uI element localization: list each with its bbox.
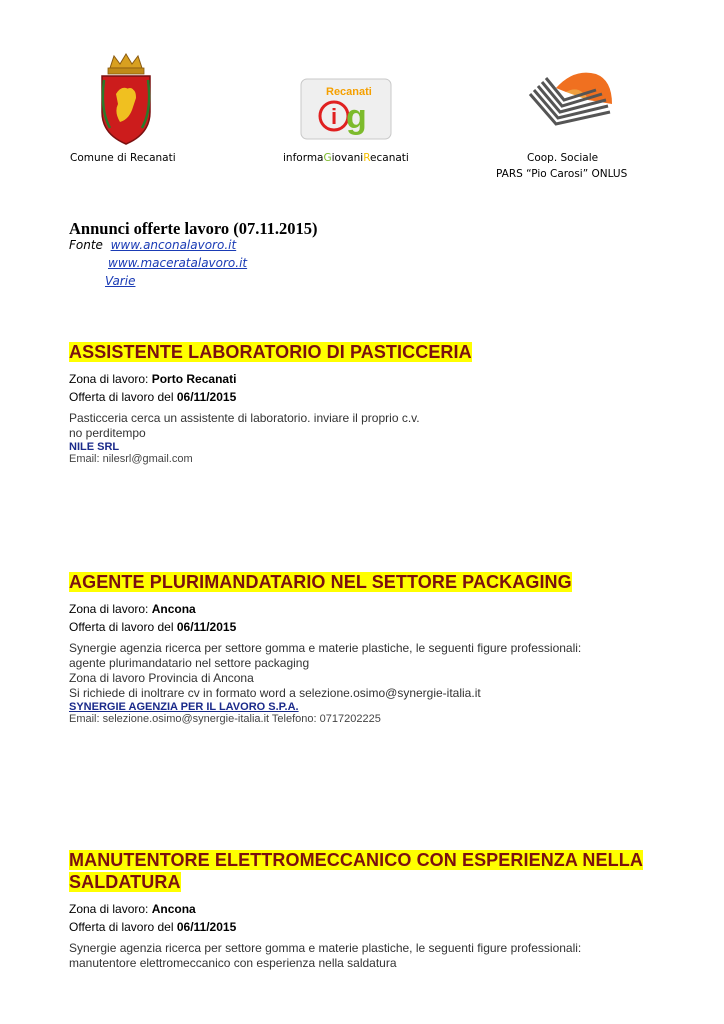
comune-caption: Comune di Recanati bbox=[70, 152, 176, 164]
job-title-text: ASSISTENTE LABORATORIO DI PASTICCERIA bbox=[69, 342, 472, 362]
job-offer-date bbox=[69, 619, 689, 635]
caption-part-g: G bbox=[323, 152, 332, 164]
offer-label: Offerta di lavoro del bbox=[69, 620, 177, 634]
description-line: no perditempo bbox=[69, 426, 146, 440]
offer-date-value: 06/11/2015 bbox=[176, 620, 237, 634]
job-description bbox=[69, 941, 669, 971]
job-description bbox=[69, 641, 689, 701]
description-line: manutentore elettromeccanico con esperienza nella saldatura bbox=[69, 956, 397, 970]
job-offer-date bbox=[69, 919, 669, 935]
source-line-1 bbox=[69, 238, 236, 252]
job-listing bbox=[69, 571, 689, 725]
pars-cooperative-logo bbox=[526, 64, 616, 140]
source-line-2 bbox=[108, 256, 247, 270]
offer-label: Offerta di lavoro del bbox=[69, 390, 177, 404]
contact-info: Email: selezione.osimo@synergie-italia.it Telefono: 0717202225 bbox=[69, 713, 381, 725]
contact-info: Email: nilesrl@gmail.com bbox=[69, 453, 193, 465]
source-link-anconalavoro[interactable]: www.anconalavoro.it bbox=[110, 238, 237, 252]
job-title-text: MANUTENTORE ELETTROMECCANICO CON ESPERIENZA NELLA bbox=[69, 850, 643, 870]
job-title bbox=[69, 341, 669, 363]
informagiovani-caption bbox=[283, 152, 409, 164]
offer-label: Offerta di lavoro del bbox=[69, 920, 177, 934]
job-offer-date bbox=[69, 389, 669, 405]
zone-label: Zona di lavoro: bbox=[69, 602, 152, 616]
job-description bbox=[69, 411, 669, 441]
zone-label: Zona di lavoro: bbox=[69, 902, 152, 916]
coop-caption-line2: PARS “Pio Carosi” ONLUS bbox=[496, 168, 628, 180]
svg-text:g: g bbox=[346, 98, 367, 136]
coop-caption-line1: Coop. Sociale bbox=[527, 152, 599, 164]
document-title: Annunci offerte lavoro (07.11.2015) bbox=[69, 219, 318, 238]
caption-part: informa bbox=[283, 152, 324, 164]
job-title bbox=[69, 571, 689, 593]
description-line: Zona di lavoro Provincia di Ancona bbox=[69, 671, 254, 685]
zone-value: Porto Recanati bbox=[151, 372, 237, 386]
job-zone bbox=[69, 601, 689, 617]
description-line: Si richiede di inoltrare cv in formato word a selezione.osimo@synergie-italia.it bbox=[69, 686, 481, 700]
job-title-text: AGENTE PLURIMANDATARIO NEL SETTORE PACKAGING bbox=[69, 572, 572, 592]
description-line: Pasticceria cerca un assistente di laboratorio. inviare il proprio c.v. bbox=[69, 411, 420, 425]
svg-text:Recanati: Recanati bbox=[326, 86, 372, 98]
description-line: Synergie agenzia ricerca per settore gomma e materie plastiche, le seguenti figure professionali: bbox=[69, 941, 582, 955]
caption-part-r: R bbox=[363, 152, 371, 164]
source-link-varie[interactable]: Varie bbox=[105, 274, 136, 288]
job-listing bbox=[69, 849, 669, 971]
description-line: agente plurimandatario nel settore packaging bbox=[69, 656, 310, 670]
job-title bbox=[69, 849, 669, 893]
informagiovani-ig-logo bbox=[300, 78, 392, 140]
source-line-3 bbox=[105, 274, 135, 288]
zone-value: Ancona bbox=[151, 902, 196, 916]
offer-date-value: 06/11/2015 bbox=[176, 390, 237, 404]
job-zone bbox=[69, 901, 669, 917]
recanati-coat-of-arms-logo bbox=[96, 50, 156, 146]
job-listing bbox=[69, 341, 669, 465]
company-name[interactable]: SYNERGIE AGENZIA PER IL LAVORO S.P.A. bbox=[69, 701, 299, 713]
source-label: Fonte bbox=[69, 238, 103, 252]
caption-part: ecanati bbox=[370, 152, 409, 164]
svg-text:i: i bbox=[331, 104, 338, 129]
job-zone bbox=[69, 371, 669, 387]
caption-part: iovani bbox=[331, 152, 364, 164]
offer-date-value: 06/11/2015 bbox=[176, 920, 237, 934]
job-title-text: SALDATURA bbox=[69, 872, 181, 892]
description-line: Synergie agenzia ricerca per settore gomma e materie plastiche, le seguenti figure professionali: bbox=[69, 641, 582, 655]
source-link-maceratalavoro[interactable]: www.maceratalavoro.it bbox=[108, 256, 248, 270]
company-name: NILE SRL bbox=[69, 441, 120, 453]
zone-value: Ancona bbox=[151, 602, 196, 616]
zone-label: Zona di lavoro: bbox=[69, 372, 152, 386]
